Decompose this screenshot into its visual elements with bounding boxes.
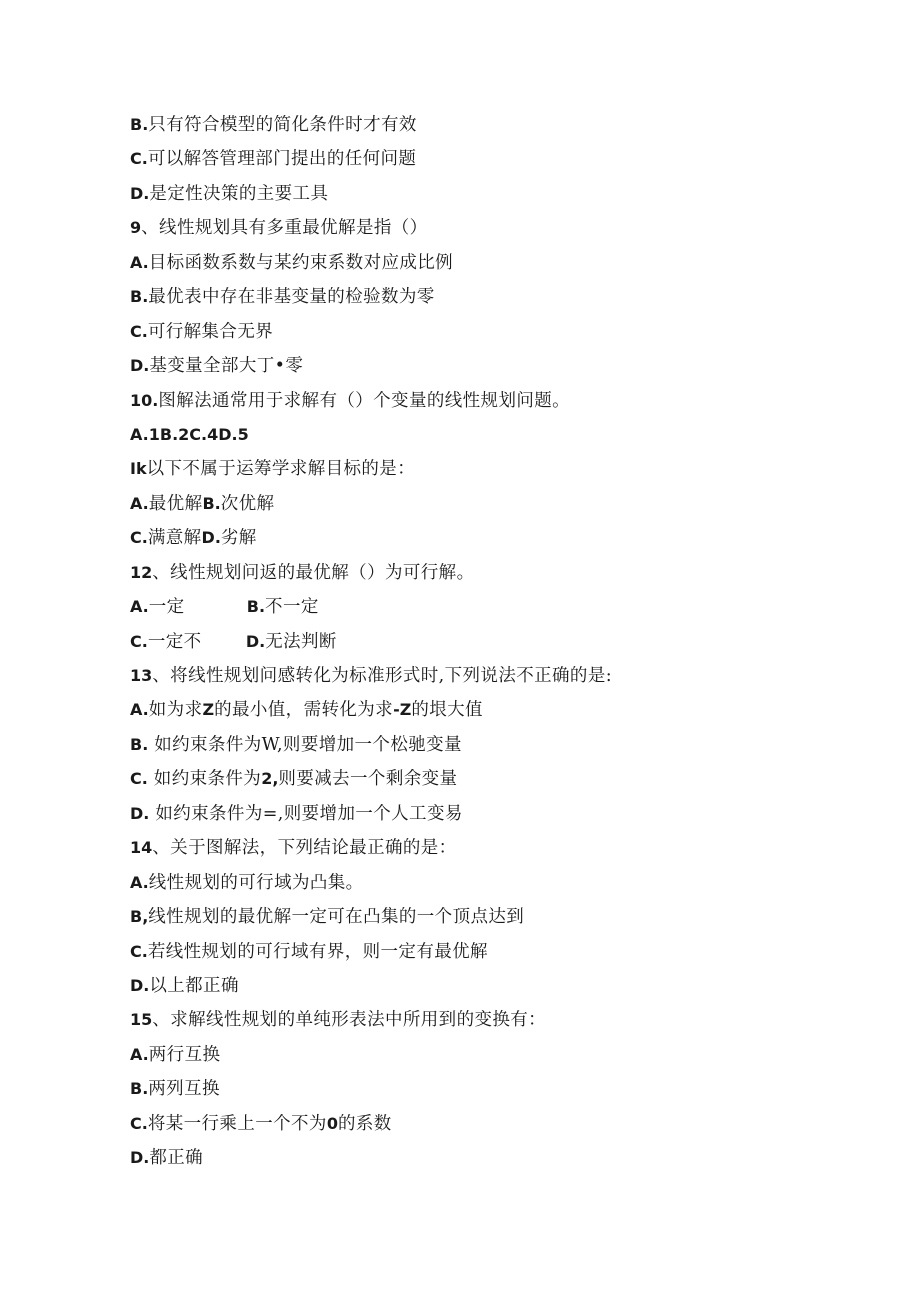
question-line: 9、线性规划具有多重最优解是指（） [130,218,428,239]
question-line: Ik以下不属于运筹学求解目标的是： [130,459,416,480]
option-line: B,线性规划的最优解一定可在凸集的一个顶点达到 [130,907,525,928]
option-line: A.1B.2C.4D.5 [130,424,249,444]
option-line: D.是定性决策的主要工具 [130,183,329,204]
option-line: B.只有符合模型的简化条件时才有效 [130,115,417,135]
option-line: C. 如约束条件为2,则要减去一个剩余变量 [130,769,458,790]
option-line: B. 如约束条件为W,则要增加一个松驰变量 [130,734,462,755]
option-line: D.以上都正确 [130,975,239,996]
option-line: D.都正确 [130,1148,204,1169]
option-line: B.最优表中存在非基变量的检验数为零 [130,287,435,308]
option-line: D. 如约束条件为=,则要增加一个人工变易 [130,803,463,824]
option-line: C.一定不 D.无法判断 [130,631,337,652]
option-line: C.可以解答管理部门提出的任何问题 [130,149,417,170]
option-line: C.若线性规划的可行域有界，则一定有最优解 [130,941,488,962]
option-line: A.两行互换 [130,1044,221,1065]
question-lines [130,108,870,1176]
option-line: C.将某一行乘上一个不为0的系数 [130,1113,392,1134]
option-line: A.最优解B.次优解 [130,493,275,514]
question-line: 14、关于图解法，下列结论最正确的是： [130,838,457,859]
option-line: B.两列互换 [130,1079,220,1100]
option-line: A.线性规划的可行域为凸集。 [130,872,364,893]
option-line: C.满意解D.劣解 [130,528,257,549]
question-line: 10.图解法通常用于求解有（）个变量的线性规划问题。 [130,390,571,411]
question-line: 15、求解线性规划的单纯形表法中所用到的变换有： [130,1010,547,1031]
option-line: D.基变量全部大丁•零 [130,356,304,377]
option-line: A.如为求Z的最小值，需转化为求-Z的垠大值 [130,700,483,721]
question-line: 12、线性规划问返的最优解（）为可行解。 [130,562,475,583]
option-line: A.目标函数系数与某约束系数对应成比例 [130,252,454,273]
option-line: A.一定 B.不一定 [130,597,319,618]
question-line: 13、将线性规划问感转化为标准形式时,下列说法不正确的是: [130,666,613,686]
option-line: C.可行解集合无界 [130,321,274,342]
